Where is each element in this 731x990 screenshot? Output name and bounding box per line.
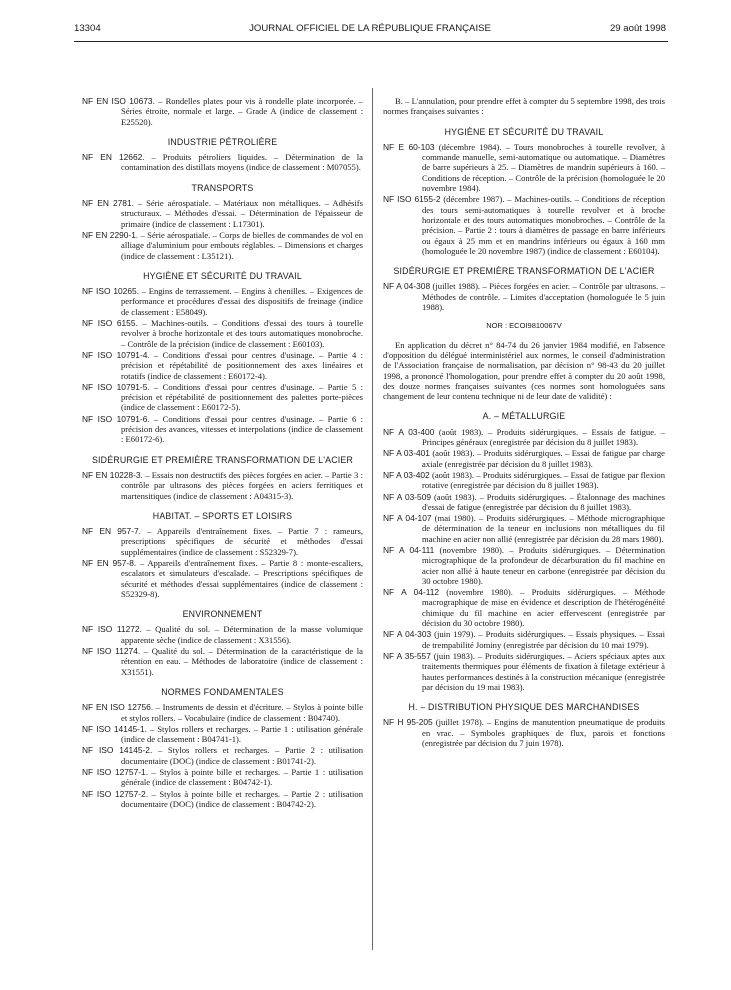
standard-entry xyxy=(82,702,363,723)
standard-entry xyxy=(383,492,665,513)
standard-description: – Appareils d'entraînement fixes. – Partie 8 : monte-escaliers, escalators et simulateurs d'escalade. – Prescriptions spécifiques de sécurité et méthodes d'essai supplémentaires (indice de classement : S52329-8). xyxy=(121,557,363,599)
standard-entry xyxy=(82,286,363,317)
standard-entry xyxy=(82,558,363,599)
standard-description: (décembre 1987). – Machines-outils. – Conditions de réception des tours semi-automatiques à tourelle revolver et à broche horizontale et des tours automatiques monobroches. – Contrôle de la précision. – Partie 2 : tours à diamètres de passage en barre inférieurs ou égaux à 25 mm et en mandrins inférieurs ou égaux à 160 mm (homologuée le 20 novembre 1987) (indice de classement : E60104). xyxy=(422,194,665,256)
standard-description: – Stylos rollers et recharges. – Partie 1 : utilisation générale (indice de classement : B04741-1). xyxy=(121,723,363,745)
standard-description: – Rondelles plates pour vis à rondelle plate incorporée. – Séries étroite, normale et large. – Grade A (indice de classement : E25520). xyxy=(121,96,363,127)
standard-entry xyxy=(383,470,665,491)
section-heading: A. – MÉTALLURGIE xyxy=(482,411,566,422)
standard-description: (juillet 1988). – Pièces forgées en acier. – Contrôle par ultrasons. – Méthodes de contrôle. – Limites d'acceptation (homologuée le 5 juin 1988). xyxy=(422,281,665,313)
standard-description: (août 1983). – Produits sidérurgiques. – Étalonnage des machines d'essai de fatigue (enregistrée par décision du 8 juillet 1983). xyxy=(422,491,665,512)
standard-reference: NF ISO 11272. xyxy=(82,624,142,635)
standard-description: – Produits pétroliers liquides. – Détermination de la contamination des distillats moyens (indice de classement : M07055). xyxy=(121,152,363,173)
standard-entry xyxy=(82,470,363,501)
header-rule xyxy=(74,41,668,42)
standard-entry xyxy=(82,789,363,810)
standard-entry xyxy=(82,526,363,557)
standard-reference: NF A 03-401 xyxy=(383,448,430,459)
standard-description: – Appareils d'entraînement fixes. – Partie 7 : rameurs, prescriptions spécifiques de sécurité et méthodes d'essai supplémentaires (indice de classement : S52329-7). xyxy=(121,526,363,557)
standard-entry xyxy=(82,724,363,745)
standard-description: – Instruments de dessin et d'écriture. – Stylos à pointe bille et stylos rollers. – Vocabulaire (indice de classement : B04740). xyxy=(121,702,364,723)
standard-reference: NF ISO 10791-5. xyxy=(82,381,150,392)
standard-reference: NF ISO 12757-2. xyxy=(82,788,149,799)
standard-entry xyxy=(383,448,665,469)
paragraph: En application du décret n° 84-74 du 26 janvier 1984 modifié, en l'absence d'opposition du délégué interministériel aux normes, le conseil d'administration de l'Association française de normalisation, par décision n° 98-43 du 20 juillet 1998, a prononcé l'homologation, pour prendre effet à compter du 20 août 1998, des douze normes françaises suivantes (ces normes sont homologuées sans changement de leur contenu technique ni de leur date de validité) : xyxy=(383,339,665,402)
standard-entry xyxy=(383,513,665,544)
standard-description: – Conditions d'essai pour centres d'usinage. – Partie 6 : précision des avances, vitesses et interpolations (indice de classement : E60172-6). xyxy=(121,413,363,445)
standard-reference: NF ISO 10265. xyxy=(82,286,139,297)
standard-entry xyxy=(82,96,363,127)
standard-description: – Qualité du sol. – Détermination de la masse volumique apparente sèche (indice de classement : X31556). xyxy=(121,624,363,645)
standard-description: (août 1983). – Produits sidérurgiques. – Essai de fatigue par flexion rotative (enregistrée par décision du 8 juillet 1983). xyxy=(422,469,666,491)
standard-description: – Qualité du sol. – Détermination de la caractéristique de la rétention en eau. – Méthodes de laboratoire (indice de classement : X31551). xyxy=(121,646,363,677)
standard-reference: NF ISO 14145-2. xyxy=(82,745,153,756)
standard-description: – Essais non destructifs des pièces forgées en acier. – Partie 3 : contrôle par ultrasons des pièces forgées en aciers ferritiques et martensitiques (indice de classement : A04315-3). xyxy=(121,469,364,501)
standard-reference: NF A 04-308 xyxy=(383,281,431,292)
standard-entry xyxy=(82,152,363,173)
standard-reference: NF A 04-303 xyxy=(383,629,432,640)
standard-entry xyxy=(82,350,363,381)
standard-description: (novembre 1980). – Produits sidérurgiques. – Méthode macrographique de mise en évidence et description de l'hétérogénéité chimique du fil machine en acier effervescent (enregistrée par décision du 30 octobre 1980). xyxy=(422,587,665,629)
column-divider xyxy=(372,88,373,950)
standard-reference: NF ISO 12757-1. xyxy=(82,767,149,778)
standard-description: (novembre 1980). – Produits sidérurgiques. – Détermination micrographique de la profondeur de décarburation du fil machine en acier non allié à haute teneur en carbone (enregistrée par décision du 30 octobre 1980). xyxy=(422,544,665,586)
publication-date: 29 août 1998 xyxy=(609,23,666,34)
section-heading: INDUSTRIE PÉTROLIÈRE xyxy=(167,136,278,147)
standard-description: – Stylos rollers et recharges. – Partie 2 : utilisation documentaire (DOC) (indice de classement : B01741-2). xyxy=(121,745,363,766)
standard-reference: NF EN ISO 12756. xyxy=(82,702,154,713)
section-heading: SIDÉRURGIE ET PREMIÈRE TRANSFORMATION DE L'ACIER xyxy=(91,454,354,465)
standard-entry xyxy=(82,230,363,261)
standard-description: (août 1983). – Produits sidérurgiques. – Essai de fatigue par charge axiale (enregistrée par décision du 8 juillet 1983). xyxy=(422,448,665,469)
standard-reference: NF A 03-400 xyxy=(383,426,435,437)
standard-entry xyxy=(383,194,665,256)
standard-reference: NF A 03-402 xyxy=(383,469,430,480)
standard-description: – Stylos à pointe bille et recharges. – Partie 1 : utilisation générale (indice de classement : B04742-1). xyxy=(121,767,363,788)
standard-entry xyxy=(383,281,665,312)
standard-reference: NF A 04-112 xyxy=(383,587,440,598)
standard-description: (juillet 1978). – Engins de manutention pneumatique de produits en vrac. – Symboles graphiques de flux, parois et fonctions (enregistrée par décision du 7 juin 1978). xyxy=(422,717,665,749)
standard-reference: NF ISO 11274. xyxy=(82,646,141,657)
standard-reference: NF EN 10228-3. xyxy=(82,469,143,480)
standard-description: – Engins de terrassement. – Engins à chenilles. – Exigences de performance et procédures d'essai des dispositifs de freinage (indice de classement : E58049). xyxy=(121,286,363,317)
standard-entry xyxy=(82,318,363,349)
standard-reference: NF H 95-205 xyxy=(383,717,433,728)
standard-entry xyxy=(82,624,363,645)
standard-entry xyxy=(82,646,363,677)
standard-entry xyxy=(82,198,363,229)
standard-reference: NF ISO 10791-4. xyxy=(82,349,150,360)
standard-description: (décembre 1984). – Tours monobroches à tourelle revolver, à commande manuelle, semi-automatique ou automatique. – Diamètres de barre supérieurs à 25. – Diamètres de mandrin supérieurs à 160. – Conditions de réception. – Contrôle de la précision (homologuée le 20 novembre 1984). xyxy=(422,141,665,194)
standard-description: (juin 1979). – Produits sidérurgiques. – Essais physiques. – Essai de trempabilité Jominy (enregistrée par décision du 10 mai 1979). xyxy=(422,629,666,650)
standard-entry xyxy=(82,414,363,445)
standard-entry xyxy=(383,629,665,650)
standard-reference: NF EN 12662. xyxy=(82,152,145,163)
standard-reference: NF EN ISO 10673. xyxy=(82,96,155,106)
standard-entry xyxy=(383,651,665,692)
section-heading: NORMES FONDAMENTALES xyxy=(161,686,284,697)
nor-reference: NOR : ECOI9810067V xyxy=(486,321,562,331)
page-number: 13304 xyxy=(74,23,101,34)
section-heading: TRANSPORTS xyxy=(191,182,254,193)
standard-reference: NF A 04-111 xyxy=(383,544,435,555)
standard-entry xyxy=(383,717,665,748)
standard-entry xyxy=(383,545,665,586)
standard-description: – Conditions d'essai pour centres d'usinage. – Partie 5 : précision et répétabilité de positionnement des palettes porte-pièces (indice de classement : E60172-5). xyxy=(121,381,363,413)
standard-reference: NF ISO 14145-1. xyxy=(82,723,147,734)
standard-entry xyxy=(82,745,363,766)
standard-reference: NF E 60-103 xyxy=(383,141,435,152)
standard-description: – Conditions d'essai pour centres d'usinage. – Partie 4 : précision et répétabilité de positionnement des axes linéaires et rotatifs (indice de classement : E60172-4). xyxy=(121,349,363,381)
standard-reference: NF A 04-107 xyxy=(383,513,432,524)
standard-reference: NF EN 957-8. xyxy=(82,557,137,568)
standard-description: (juin 1983). – Produits sidérurgiques. – Aciers spéciaux aptes aux traitements thermiques pour éléments de fixation à filetage extérieur à hautes performances destinés à la construction mécanique (enregistrée par décision du 19 mai 1983). xyxy=(422,650,665,692)
standard-description: (mai 1980). – Produits sidérurgiques. – Méthode micrographique de détermination de la teneur en inclusions non métalliques du fil machine en acier non allié (enregistrée par décision du 28 mars 1980). xyxy=(422,513,665,544)
standard-entry xyxy=(383,587,665,628)
standard-description: – Série aérospatiale. – Matériaux non métalliques. – Adhésifs structuraux. – Méthodes d'essai. – Détermination de l'épaisseur de primaire (indice de classement : L17301). xyxy=(121,198,363,229)
right-column xyxy=(383,96,665,749)
standard-reference: NF ISO 10791-6. xyxy=(82,413,150,424)
standard-entry xyxy=(383,427,665,448)
standard-reference: NF A 35-557 xyxy=(383,650,431,661)
section-heading: SIDÉRURGIE ET PREMIÈRE TRANSFORMATION DE L'ACIER xyxy=(393,266,655,277)
section-heading: HYGIÈNE ET SÉCURITÉ DU TRAVAIL xyxy=(143,270,302,281)
standard-description: – Stylos à pointe bille et recharges. – Partie 2 : utilisation documentaire (DOC) (indice de classement : B04742-2). xyxy=(121,788,363,809)
standard-reference: NF EN 2781. xyxy=(82,198,134,209)
paragraph: B. – L'annulation, pour prendre effet à compter du 5 septembre 1998, des trois normes françaises suivantes : xyxy=(383,96,665,117)
standard-entry xyxy=(82,382,363,413)
section-heading: HYGIÈNE ET SÉCURITÉ DU TRAVAIL xyxy=(444,126,604,137)
page-header xyxy=(74,23,666,39)
standard-description: (août 1983). – Produits sidérurgiques. – Essais de fatigue. – Principes généraux (enregistrée par décision du 8 juillet 1983). xyxy=(422,426,666,448)
journal-title: JOURNAL OFFICIEL DE LA RÉPUBLIQUE FRANÇAISE xyxy=(249,23,491,34)
left-column xyxy=(82,96,363,810)
standard-reference: NF ISO 6155-2 xyxy=(383,194,441,205)
section-heading: ENVIRONNEMENT xyxy=(182,609,263,620)
standard-entry xyxy=(383,142,665,193)
section-heading: HABITAT. – SPORTS ET LOISIRS xyxy=(152,510,293,521)
standard-reference: NF A 03-509 xyxy=(383,491,432,502)
standard-description: – Série aérospatiale. – Corps de bielles de commandes de vol en alliage d'aluminium pour embouts réglables. – Dimensions et charges (indice de classement : L35121). xyxy=(121,229,363,261)
standard-reference: NF EN 2290-1. xyxy=(82,229,139,240)
standard-reference: NF ISO 6155. xyxy=(82,318,138,329)
standard-description: – Machines-outils. – Conditions d'essai des tours à tourelle revolver à broche horizontale et des tours automatiques monobroche. – Contrôle de la précision (indice de classement : E60103). xyxy=(121,318,364,349)
standard-reference: NF EN 957-7. xyxy=(82,526,141,537)
standard-entry xyxy=(82,767,363,788)
section-heading: H. – DISTRIBUTION PHYSIQUE DES MARCHANDISES xyxy=(408,702,640,713)
